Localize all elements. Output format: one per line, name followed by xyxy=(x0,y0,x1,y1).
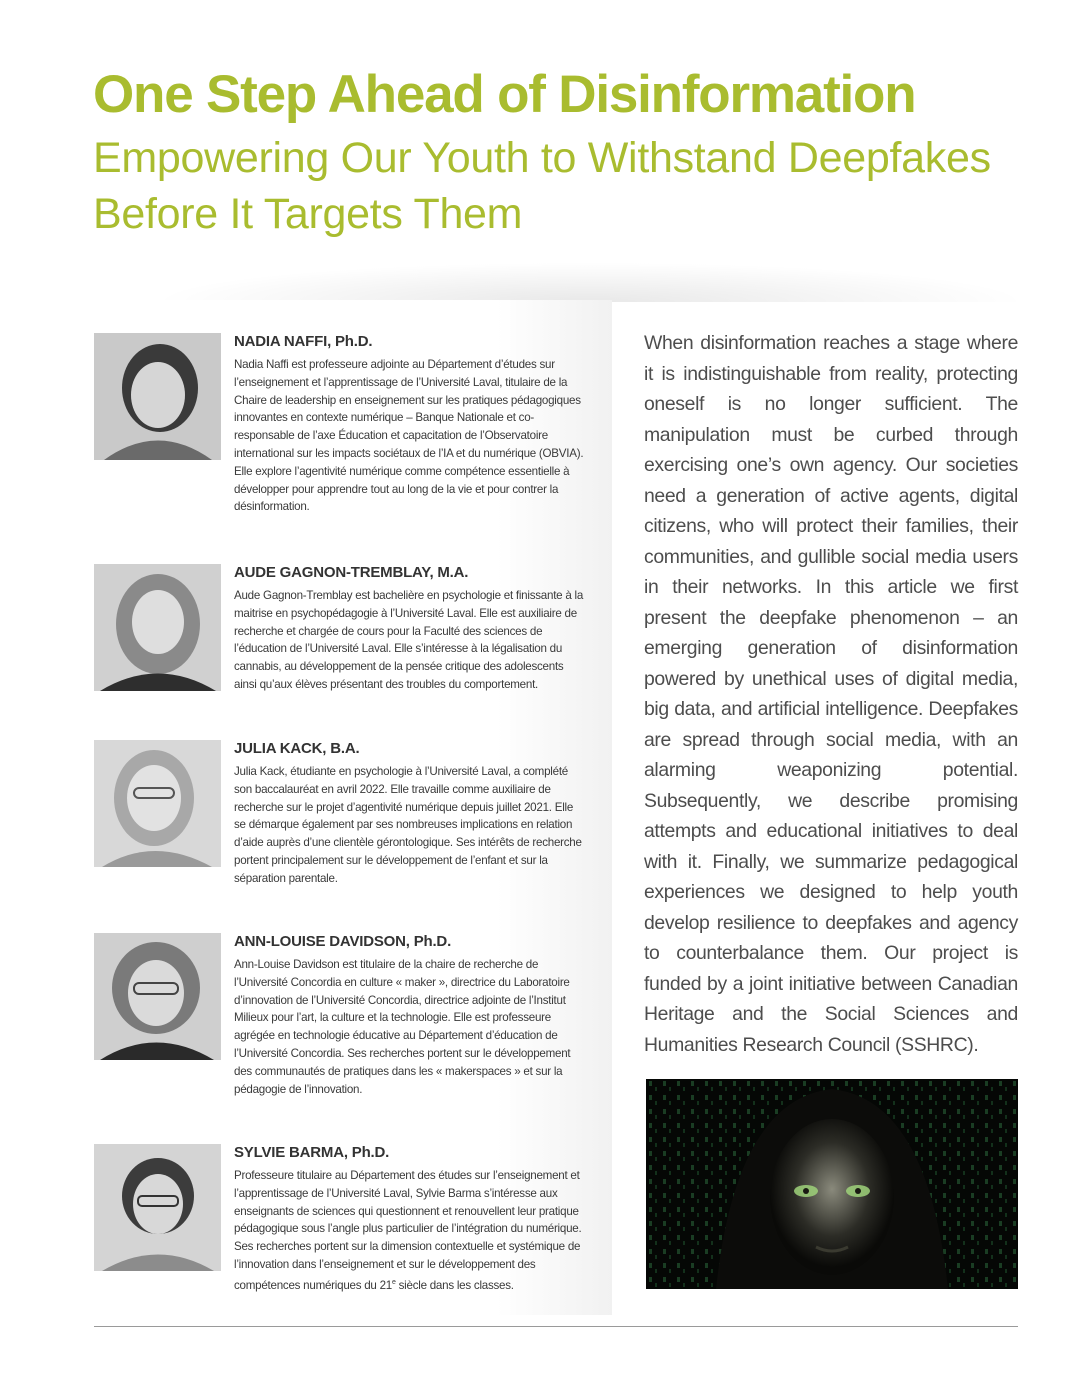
deepfake-hooded-figure-image xyxy=(646,1079,1018,1289)
author-description xyxy=(234,1167,584,1294)
author-name: NADIA NAFFI, Ph.D. xyxy=(234,333,373,350)
author-name: JULIA KACK, B.A. xyxy=(234,740,360,757)
author-description-text: Professeure titulaire au Département des études sur l’enseignement et l’apprentissage de l’Université Laval, Sylvie Barma s’intéresse aux enseignants de sciences qui questionnent et renouvellent leur pratique pédagogique sous l’angle plus particulier de l’intégration du numérique. Ses recherches portent sur la dimension contextuelle et systémique de l’innovation dans l’enseignement et sur le développement des compétences numériques du 21 xyxy=(234,1169,582,1292)
author-name: AUDE GAGNON-TREMBLAY, M.A. xyxy=(234,564,469,581)
author-photo xyxy=(94,564,221,691)
decorative-shadow xyxy=(150,262,1030,302)
author-name: ANN-LOUISE DAVIDSON, Ph.D. xyxy=(234,933,452,950)
author-description: Ann-Louise Davidson est titulaire de la chaire de recherche de l’Université Concordia en culture « maker », directrice du Laboratoire d’innovation de l’Université Concordia, directrice adjointe de l’Institut Milieux pour l’art, la culture et la technologie. Elle est professeure agrégée en technologie éducative au Département d’éducation de l’Université Concordia. Ses recherches portent sur le développement des communautés de pratiques dans les « makerspaces » et sur la pédagogie de l’innovation. xyxy=(234,958,571,1096)
article-title: One Step Ahead of Disinformation xyxy=(93,65,916,124)
author-description: Aude Gagnon-Tremblay est bachelière en psychologie et finissante à la maitrise en psychopédagogie à l’Université Laval. Elle est auxiliaire de recherche et chargée de cours pour la Faculté des sciences de l’éducation de l’Université Laval. Elle s’intéresse à la légalisation du cannabis, au développement de la pensée critique des adolescents ainsi qu’aux élèves présentant des troubles du comportement. xyxy=(234,589,584,691)
article-subtitle: Empowering Our Youth to Withstand Deepfakes Before It Targets Them xyxy=(93,134,991,238)
author-portrait-icon xyxy=(94,933,221,1060)
author-photo xyxy=(94,1144,221,1271)
author-photo xyxy=(94,333,221,460)
author-description-tail: siècle dans les classes. xyxy=(395,1278,514,1292)
footer-divider xyxy=(94,1326,1018,1327)
author-description: Nadia Naffi est professeure adjointe au Département d’études sur l’enseignement et l’apprentissage de l’Université Laval, titulaire de la Chaire de leadership en enseignement sur les pratiques pédagogiques innovantes en contexte numérique – Banque Nationale et co-responsable de l’axe Éducation et capacitation de l’Observatoire international sur les impacts sociétaux de l’IA et du numérique (OBVIA). Elle explore l’agentivité numérique comme compétence essentielle à développer pour apprendre tout au long de la vie et pour contrer la désinformation. xyxy=(234,358,584,514)
ordinal-superscript: e xyxy=(392,1278,396,1286)
author-portrait-icon xyxy=(94,740,221,867)
author-photo xyxy=(94,933,221,1060)
author-portrait-icon xyxy=(94,564,221,691)
article-abstract: When disinformation reaches a stage where it is indistinguishable from reality, protecting oneself is no longer sufficient. The manipulation must be curbed through exercising one’s own agency. Our societies need a generation of active agents, digital citizens, who will protect their families, their communities, and gullible social media users in their networks. In this article we first present the deepfake phenomenon – an emerging generation of disinformation powered by unethical uses of digital media, big data, and artificial intelligence. Deepfakes are spread through social media, with an alarming weaponizing potential. Subsequently, we describe promising attempts and educational initiatives to deal with it. Finally, we summarize pedagogical experiences we designed to help youth develop resilience to deepfakes and agency to counterbalance them. Our project is funded by a joint initiative between Canadian Heritage and the Social Sciences and Humanities Research Council (SSHRC). xyxy=(644,332,1018,1056)
author-description: Julia Kack, étudiante en psychologie à l’Université Laval, a complété son baccalauréat en avril 2022. Elle travaille comme auxiliaire de recherche sur le projet d’agentivité numérique depuis juillet 2021. Elle se démarque également par ses nombreuses implications en relation d’aide auprès d’une clientèle gérontologique. Ses intérêts de recherche portent principalement sur le développement de l’enfant et sur la séparation parentale. xyxy=(234,765,582,885)
author-name: SYLVIE BARMA, Ph.D. xyxy=(234,1144,390,1161)
hooded-face-icon xyxy=(646,1079,1018,1289)
author-portrait-icon xyxy=(94,333,221,460)
author-photo xyxy=(94,740,221,867)
author-portrait-icon xyxy=(94,1144,221,1271)
